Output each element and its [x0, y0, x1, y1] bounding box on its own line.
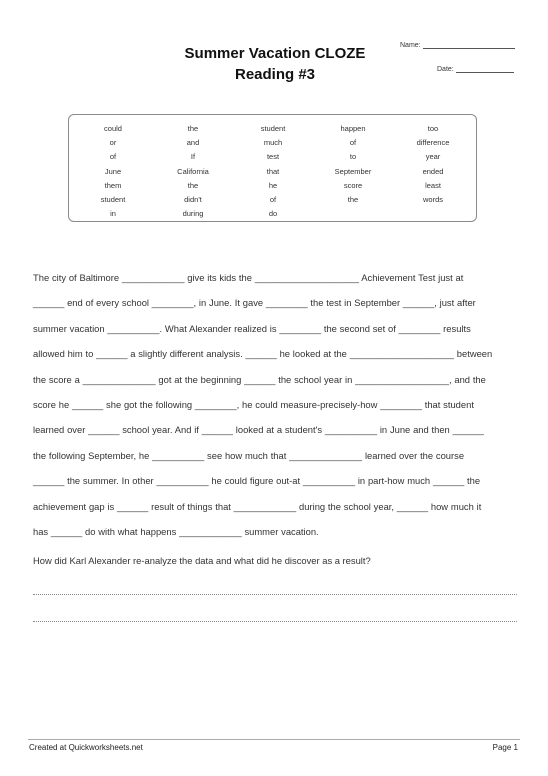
- answer-line: [33, 621, 517, 622]
- worksheet-subtitle: Reading #3: [234, 66, 316, 83]
- word-bank-item: student: [100, 194, 126, 204]
- word-bank-grid: [73, 122, 473, 221]
- name-label: Name:: [400, 42, 421, 49]
- word-bank-item: too: [427, 124, 439, 133]
- word-bank-item: the: [347, 194, 359, 204]
- passage-line: learned over ______ school year. And if ______ looked at a student's __________ in June and then ______: [33, 424, 484, 436]
- word-bank-item: them: [104, 180, 122, 190]
- date-blank-line: [456, 64, 514, 73]
- footer-divider: [28, 739, 520, 740]
- date-label: Date:: [437, 66, 454, 73]
- word-bank-item: difference: [416, 138, 450, 148]
- passage-line: ______ the summer. In other __________ he could figure out-at __________ in part-how much ______ the: [33, 475, 481, 487]
- word-bank-item: in: [110, 209, 116, 219]
- word-bank-item: the: [187, 124, 199, 133]
- word-bank-item: [313, 207, 393, 221]
- word-bank-item: [393, 207, 473, 221]
- word-bank-item: test: [266, 152, 280, 162]
- passage-line: achievement gap is ______ result of things that ____________ during the school year, ______ how much it: [33, 500, 482, 512]
- footer-credit: Created at Quickworksheets.net: [29, 743, 143, 752]
- word-bank-item: didn't: [184, 194, 202, 204]
- word-bank-item: do: [268, 209, 278, 219]
- word-bank-item: to: [349, 152, 357, 162]
- word-bank-item: or: [109, 138, 117, 148]
- word-bank-item: September: [334, 166, 372, 176]
- name-blank-line: [423, 40, 515, 49]
- date-field: [437, 64, 514, 73]
- passage-line: the following September, he __________ see how much that ______________ learned over the course: [33, 449, 465, 461]
- word-bank-item: during: [182, 209, 204, 219]
- word-bank-box: [68, 114, 477, 222]
- word-bank-item: he: [268, 180, 278, 190]
- word-bank-item: year: [425, 152, 441, 162]
- word-bank-item: the: [187, 180, 199, 190]
- worksheet-title: Summer Vacation CLOZE: [184, 45, 366, 62]
- word-bank-item: of: [269, 194, 277, 204]
- word-bank-item: much: [263, 138, 283, 148]
- word-bank-item: score: [343, 180, 363, 190]
- word-bank-item: of: [109, 152, 117, 162]
- name-field: [400, 40, 515, 49]
- passage-line: summer vacation __________. What Alexander realized is ________ the second set of ________ results: [33, 322, 471, 334]
- page-number: Page 1: [492, 743, 518, 752]
- word-bank-item: that: [266, 166, 280, 176]
- word-bank-item: words: [422, 194, 443, 204]
- word-bank-item: of: [349, 138, 357, 148]
- word-bank-item: happen: [340, 124, 366, 133]
- word-bank-item: student: [260, 124, 286, 133]
- passage-line: ______ end of every school ________, in June. It gave ________ the test in September ______, just after: [33, 297, 476, 309]
- word-bank-item: June: [104, 166, 122, 176]
- word-bank-item: could: [104, 124, 122, 133]
- word-bank-item: least: [425, 180, 441, 190]
- passage-line: The city of Baltimore ____________ give its kids the ____________________ Achievement Test just at: [33, 272, 464, 283]
- comprehension-question: How did Karl Alexander re-analyze the data and what did he discover as a result?: [33, 555, 371, 566]
- cloze-passage: [33, 265, 523, 544]
- answer-line: [33, 594, 517, 595]
- passage-line: the score a ______________ got at the beginning ______ the school year in __________________, and the: [33, 373, 486, 385]
- passage-line: has ______ do with what happens ____________ summer vacation.: [33, 526, 319, 538]
- word-bank-item: California: [177, 166, 209, 176]
- word-bank-item: If: [190, 152, 196, 162]
- word-bank-item: ended: [422, 166, 444, 176]
- word-bank-item: and: [186, 138, 200, 148]
- passage-line: score he ______ she got the following ________, he could measure-precisely-how ________ that student: [33, 399, 474, 411]
- passage-line: allowed him to ______ a slightly different analysis. ______ he looked at the ____________________ between: [33, 348, 493, 360]
